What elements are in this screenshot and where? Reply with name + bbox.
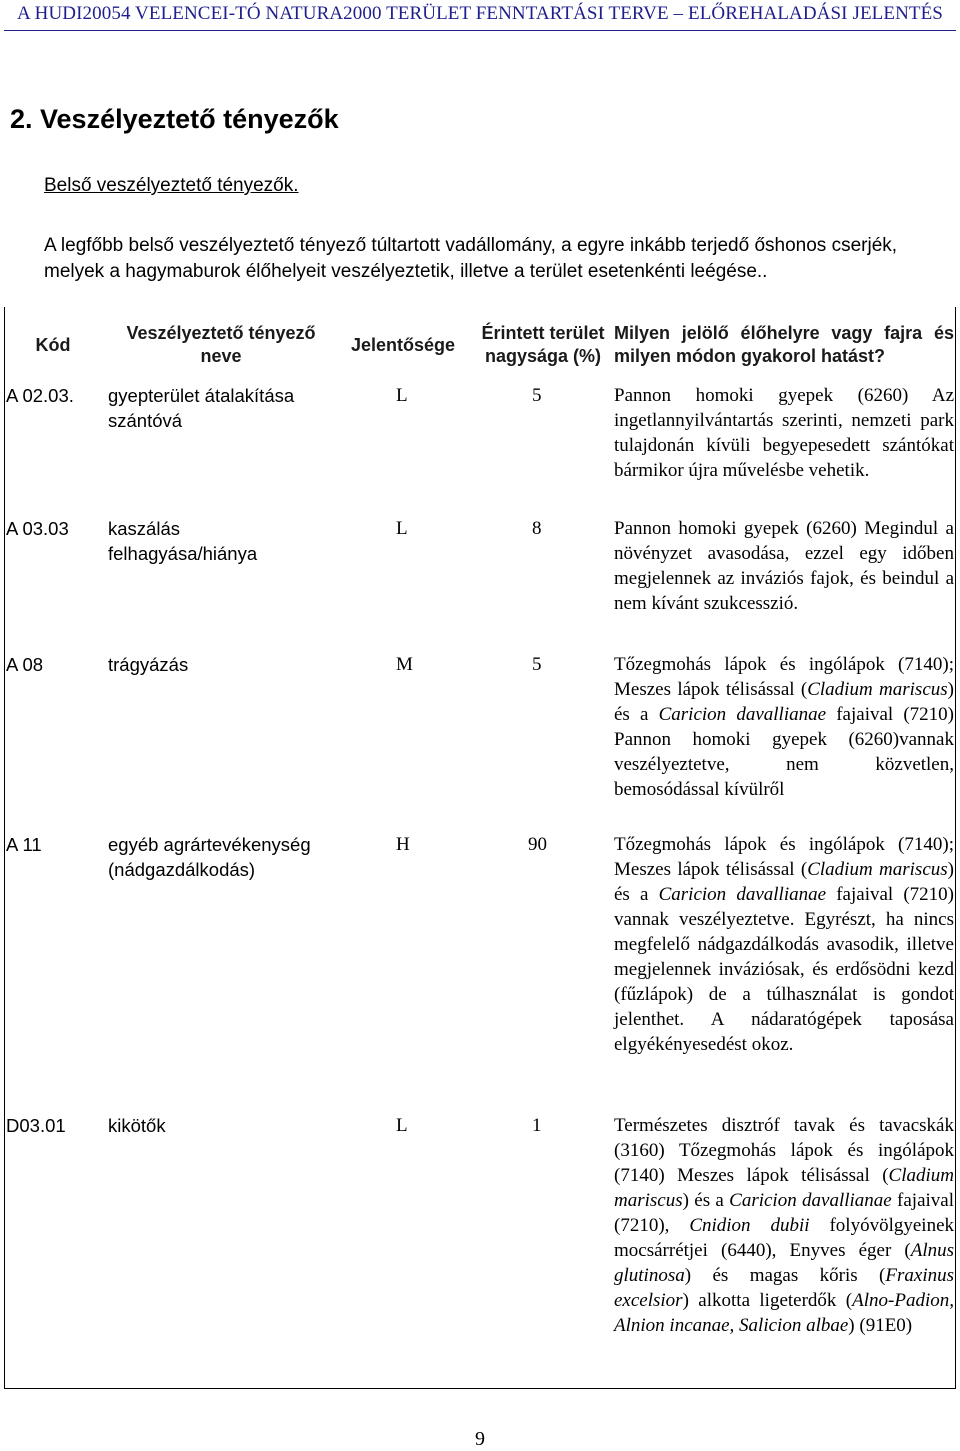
row-description — [614, 832, 956, 1113]
italic-taxon: Cnidion dubii — [689, 1215, 810, 1236]
table-row — [4, 832, 956, 1113]
page-number: 9 — [475, 1428, 485, 1450]
row-area: 90 — [528, 834, 547, 855]
row-description: Pannon homoki gyepek (6260) Megindul a növényzet avasodása, ezzel egy időben megjelennek az inváziós fajok, és beindul a nem kívánt szukcesszió. — [614, 518, 954, 614]
table-row — [4, 516, 956, 652]
row-name: kikötők — [108, 1115, 166, 1136]
running-header: A HUDI20054 VELENCEI-TÓ NATURA2000 TERÜLET FENNTARTÁSI TERVE – ELŐREHALADÁSI JELENTÉS — [17, 3, 943, 24]
description-text: Természetes disztróf tavak és tavacskák (3160) Tőzegmohás lápok és ingólápok (7140) Meszes lápok télisással ( — [614, 1115, 954, 1186]
row-significance: M — [396, 654, 413, 675]
italic-taxon: Cladium mariscus — [807, 679, 948, 700]
row-significance: L — [396, 385, 408, 406]
table-row — [4, 652, 956, 832]
description-text: ) (91E0) — [848, 1315, 913, 1336]
row-name: egyéb agrártevékenység (nádgazdálkodás) — [108, 834, 311, 880]
description-text: folyóvölgyeinek mocsárrétjei (6440), Enyves éger ( — [614, 1215, 954, 1261]
italic-taxon: Cladium mariscus — [807, 859, 948, 880]
description-text: ) alkotta ligeterdők ( — [682, 1290, 853, 1311]
description-text: Tőzegmohás lápok és ingólápok (7140); Meszes lápok télisással ( — [614, 834, 954, 880]
row-description — [614, 1113, 956, 1389]
row-description — [614, 652, 956, 832]
intro-line: A legfőbb belső veszélyeztető tényező túltartott vadállomány, a egyre inkább terjedő őshonos cserjék, — [44, 235, 898, 256]
row-code: A 11 — [6, 834, 42, 855]
header-significance: Jelentősége — [350, 334, 456, 355]
row-name: gyepterület átalakítása szántóvá — [108, 385, 295, 431]
description-text: ) és a — [614, 859, 954, 905]
row-area: 1 — [532, 1115, 542, 1136]
description-text: fajaival (7210) vannak veszélyeztetve. Egyrészt, ha nincs megfelelő nádgazdálkodás avasodik, illetve megjelennek inváziósak, és erdősödni kezd (fűzlápok) de a túlhasználat is gondot jelenthet. A nádaratógépek taposása elgyékényesedést okoz. — [614, 884, 955, 1055]
header-description: Milyen jelölő élőhelyre vagy fajra és milyen módon gyakorol hatást? — [614, 323, 954, 366]
row-code: A 08 — [6, 654, 44, 675]
row-code: A 02.03. — [6, 385, 74, 406]
row-significance: H — [396, 834, 410, 855]
row-area: 5 — [532, 654, 542, 675]
description-text: ) és magas kőris ( — [684, 1265, 886, 1286]
header-name: Veszélyeztető tényező neve — [126, 323, 316, 366]
table-row — [4, 1113, 956, 1389]
italic-taxon: Cladium mariscus — [614, 1165, 954, 1211]
row-name: kaszálás felhagyása/hiánya — [108, 518, 258, 564]
italic-taxon: Caricion davallianae — [658, 704, 827, 725]
intro-line: melyek a hagymaburok élőhelyeit veszélyeztetik, illetve a terület esetenkénti leégése.. — [44, 261, 768, 282]
table-row — [4, 383, 956, 516]
header-area: Érintett terület nagysága (%) — [481, 323, 605, 366]
threat-table — [4, 307, 956, 1389]
italic-taxon: Caricion davallianae — [658, 884, 827, 905]
row-code: D03.01 — [6, 1115, 66, 1136]
italic-taxon: Caricion davallianae — [729, 1190, 892, 1211]
description-text: fajaival (7210) Pannon homoki gyepek (6260)vannak veszélyeztetve, nem közvetlen, bemosódással kívülről — [614, 704, 955, 800]
row-area: 8 — [532, 518, 542, 539]
description-text: Tőzegmohás lápok és ingólápok (7140); Meszes lápok télisással ( — [614, 654, 954, 700]
italic-taxon: Fraxinus excelsior — [614, 1265, 954, 1311]
row-significance: L — [396, 1115, 408, 1136]
row-area: 5 — [532, 385, 542, 406]
description-text: ) és a — [682, 1190, 730, 1211]
italic-taxon: Alnus glutinosa — [614, 1240, 954, 1286]
subheading: Belső veszélyeztető tényezők. — [44, 175, 299, 196]
row-description: Pannon homoki gyepek (6260) Az ingetlannyilvántartás szerinti, nemzeti park tulajdonán kívüli begyepesedett szántókat bármikor újra művelésbe vehetik. — [614, 385, 954, 481]
italic-taxon: Alno-Padion, Alnion incanae, Salicion albae — [614, 1290, 954, 1336]
header-rule — [4, 30, 956, 31]
row-significance: L — [396, 518, 408, 539]
header-code: Kód — [35, 334, 71, 355]
row-name: trágyázás — [108, 654, 189, 675]
description-text: fajaival (7210), — [614, 1190, 954, 1236]
row-code: A 03.03 — [6, 518, 69, 539]
description-text: ) és a — [614, 679, 954, 725]
table-header-row — [4, 307, 956, 383]
intro-paragraph — [44, 233, 954, 285]
section-heading: 2. Veszélyeztető tényezők — [10, 104, 339, 134]
